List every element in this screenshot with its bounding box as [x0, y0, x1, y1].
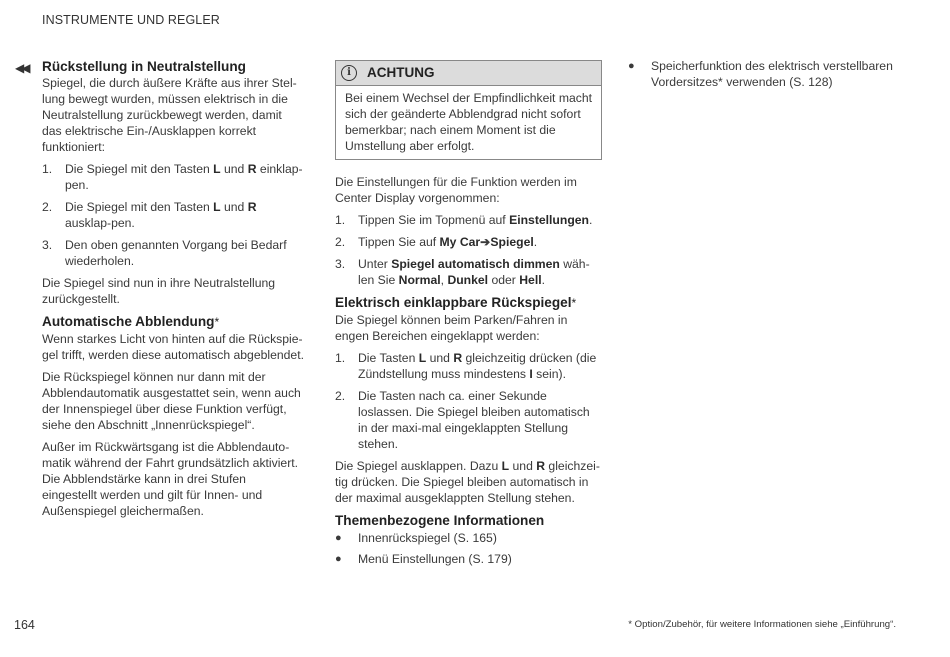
menu-label: Einstellungen	[509, 213, 589, 227]
step-text: oder	[488, 273, 520, 287]
heading-foldable	[335, 294, 602, 312]
step-number: 3.	[42, 238, 53, 252]
step-number: 3.	[335, 257, 346, 271]
paragraph: Wenn starkes Licht von hinten auf die Rückspie-gel trifft, werden diese automatisch abgeblendet.	[42, 332, 304, 362]
step-number: 2.	[335, 235, 346, 249]
key-label: L	[418, 351, 427, 365]
link-text[interactable]: Speicherfunktion des elektrisch verstellbaren Vordersitzes* verwenden (S. 128)	[651, 59, 893, 89]
step-text: .	[533, 235, 538, 249]
bullet-icon: ●	[335, 553, 342, 565]
menu-label: My Car	[439, 235, 481, 249]
step-text: sein).	[532, 367, 566, 381]
step-text: Den oben genannten Vorgang bei Bedarf wiederholen.	[65, 238, 287, 268]
option-star: *	[571, 296, 577, 310]
paragraph: Die Spiegel sind nun in ihre Neutralstellung zurückgestellt.	[42, 276, 276, 306]
column-2	[335, 58, 602, 573]
list-item	[42, 237, 304, 269]
step-text: .	[588, 213, 593, 227]
link-text[interactable]: Menü Einstellungen (S. 179)	[358, 552, 512, 566]
bullet-icon: ●	[335, 532, 342, 544]
step-text: Unter	[358, 257, 392, 271]
step-text: Die Spiegel mit den Tasten	[65, 162, 214, 176]
paragraph: Außer im Rückwärtsgang ist die Abblendauto-matik während der Fahrt grundsätzlich aktiviert. Die Abblendstärke kann in drei Stufen eingestellt werden und gilt für Innen- und Außenspiegel gleichermaßen.	[42, 440, 299, 518]
step-text: Tippen Sie auf	[358, 235, 440, 249]
key-label: R	[536, 459, 546, 473]
section-header: INSTRUMENTE UND REGLER	[42, 13, 220, 27]
menu-label: Hell	[519, 273, 542, 287]
step-text: ,	[440, 273, 448, 287]
step-number: 2.	[42, 200, 53, 214]
warning-box	[335, 60, 602, 160]
steps-list	[335, 350, 602, 452]
paragraph: Die Einstellungen für die Funktion werden im Center Display vorgenommen:	[335, 175, 577, 205]
heading-related: Themenbezogene Informationen	[335, 513, 545, 528]
footnote: * Option/Zubehör, für weitere Informationen siehe „Einführung“.	[628, 619, 896, 630]
list-item	[335, 256, 602, 288]
warning-text: Bei einem Wechsel der Empfindlichkeit macht sich der geänderte Abblendgrad nicht sofort bemerkbar; nach einem Moment ist die Umstellung aber erfolgt.	[345, 91, 593, 153]
link-text[interactable]: Innenrückspiegel (S. 165)	[358, 531, 497, 545]
info-icon: i	[341, 65, 357, 81]
step-text: wäh-len Sie	[358, 257, 590, 287]
step-text: gleichzeitig drücken (die Zündstellung muss mindestens	[358, 351, 597, 381]
heading-neutral: Rückstellung in Neutralstellung	[42, 59, 246, 74]
key-label: R	[247, 200, 257, 214]
heading-text: Elektrisch einklappbare Rückspiegel	[335, 295, 572, 310]
key-label: I	[529, 367, 533, 381]
step-text: Tippen Sie im Topmenü auf	[358, 213, 510, 227]
step-text: Die Spiegel mit den Tasten	[65, 200, 214, 214]
paragraph	[335, 458, 602, 506]
list-item	[42, 199, 304, 231]
menu-label: Spiegel	[490, 235, 534, 249]
page-number: 164	[14, 618, 35, 632]
arrow-right-icon: ➔	[480, 235, 491, 249]
paragraph-text: gleichzei-tig drücken. Die Spiegel bleiben automatisch in der maximal ausgeklappten Stellung stehen.	[335, 459, 600, 505]
related-list	[628, 58, 903, 90]
key-label: L	[213, 200, 221, 214]
menu-label: Normal	[398, 273, 441, 287]
step-text: ausklap-pen.	[65, 216, 135, 230]
warning-header	[336, 61, 601, 86]
key-label: L	[501, 459, 510, 473]
step-text: einklap-pen.	[65, 162, 303, 192]
heading-text: Automatische Abblendung	[42, 314, 215, 329]
step-number: 2.	[335, 389, 346, 403]
option-star: *	[214, 315, 220, 329]
step-text: Die Tasten	[358, 351, 419, 365]
step-text: und	[220, 200, 248, 214]
step-text: und	[426, 351, 454, 365]
list-item	[335, 388, 602, 452]
step-number: 1.	[42, 162, 53, 176]
bullet-icon: ●	[628, 60, 635, 72]
column-1	[42, 58, 304, 525]
list-item	[335, 350, 602, 382]
list-item	[335, 212, 602, 228]
paragraph-text: Die Spiegel ausklappen. Dazu	[335, 459, 502, 473]
warning-title: ACHTUNG	[367, 65, 435, 80]
related-link[interactable]	[335, 551, 602, 567]
related-list	[335, 530, 602, 567]
double-chevron-left-icon[interactable]: ◀◀	[15, 61, 28, 75]
heading-auto-dim	[42, 313, 304, 331]
step-number: 1.	[335, 351, 346, 365]
step-text: Die Tasten nach ca. einer Sekunde loslassen. Die Spiegel bleiben automatisch in der maxi-mal eingeklappten Stellung stehen.	[358, 389, 590, 451]
step-text: und	[220, 162, 248, 176]
paragraph: Die Rückspiegel können nur dann mit der Abblendautomatik ausgestattet sein, wenn auch der Innenspiegel über diese Funktion verfügt, siehe den Abschnitt „Innenrückspiegel“.	[42, 370, 301, 432]
menu-label: Dunkel	[447, 273, 489, 287]
list-item	[335, 234, 602, 250]
key-label: L	[213, 162, 221, 176]
steps-list	[335, 212, 602, 288]
step-text: .	[541, 273, 545, 287]
key-label: R	[453, 351, 463, 365]
step-number: 1.	[335, 213, 346, 227]
paragraph: Spiegel, die durch äußere Kräfte aus ihrer Stel-lung bewegt wurden, müssen elektrisch in die Neutralstellung zurückbewegt werden, damit das elektrische Ein-/Ausklappen korrekt funktioniert:	[42, 76, 297, 154]
paragraph-text: und	[509, 459, 537, 473]
paragraph: Die Spiegel können beim Parken/Fahren in engen Bereichen eingeklappt werden:	[335, 313, 568, 343]
related-link[interactable]	[628, 58, 903, 90]
menu-label: Spiegel automatisch dimmen	[391, 257, 560, 271]
list-item	[42, 161, 304, 193]
key-label: R	[247, 162, 257, 176]
column-3	[628, 58, 903, 96]
related-link[interactable]	[335, 530, 602, 546]
steps-list	[42, 161, 304, 269]
